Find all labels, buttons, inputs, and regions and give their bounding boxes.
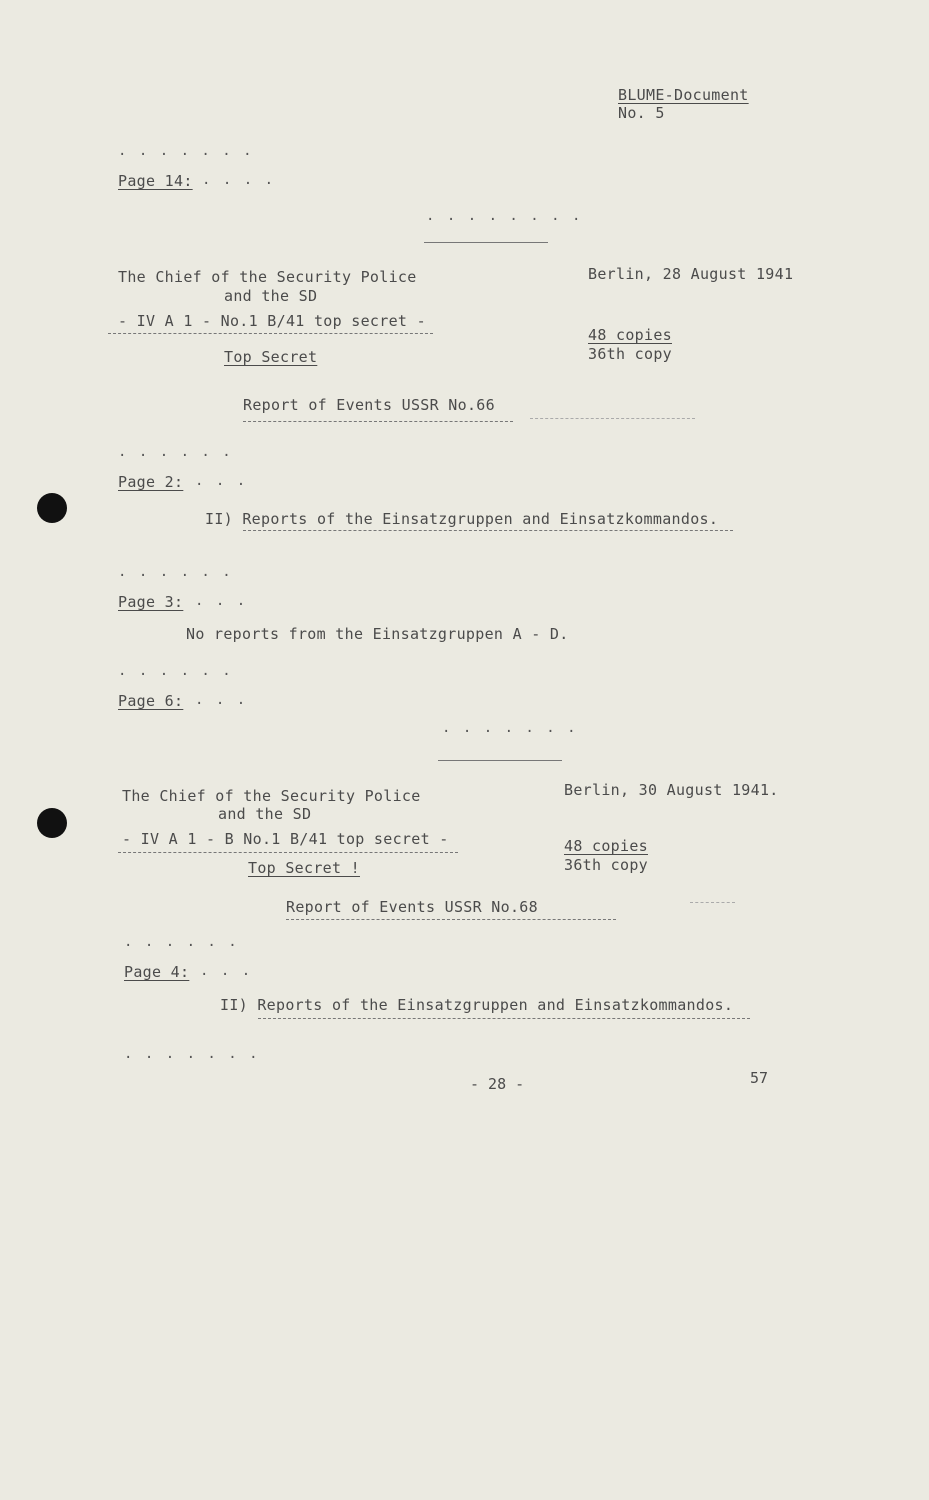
omission-dots: . . . . . . [118, 564, 233, 580]
sender-line-2: and the SD [224, 287, 318, 305]
copies-count: 48 copies [588, 326, 672, 344]
place-date: Berlin, 30 August 1941. [564, 781, 779, 799]
omission-dots: . . . [195, 692, 248, 708]
report-title-rule-faint [690, 902, 735, 903]
document-number: No. 5 [618, 104, 665, 122]
report-title: Report of Events USSR No.68 [286, 898, 538, 916]
page-number-center: - 28 - [470, 1075, 525, 1093]
sender-line-2: and the SD [218, 805, 312, 823]
omission-dots: . . . [195, 593, 248, 609]
report-text: No reports from the Einsatzgruppen A - D. [186, 625, 569, 643]
omission-dots: . . . . [202, 172, 276, 188]
reference-number: - IV A 1 - No.1 B/41 top secret - [118, 312, 426, 330]
omission-dots-center: . . . . . . . . [426, 208, 583, 224]
omission-dots: . . . . . . [118, 663, 233, 679]
copy-number: 36th copy [588, 345, 672, 363]
reference-number: - IV A 1 - B No.1 B/41 top secret - [122, 830, 449, 848]
sender-line-1: The Chief of the Security Police [118, 268, 417, 286]
report-title: Report of Events USSR No.66 [243, 396, 495, 414]
section-heading-rule [258, 1018, 750, 1019]
section-heading: II) Reports of the Einsatzgruppen and Einsatzkommandos. [220, 996, 734, 1014]
page-reference: Page 6: [118, 692, 184, 710]
omission-dots: . . . . . . [124, 934, 239, 950]
section-heading-rule [243, 530, 733, 531]
place-date: Berlin, 28 August 1941 [588, 265, 794, 283]
page-number-right: 57 [750, 1069, 769, 1087]
report-title-rule [243, 421, 513, 422]
punch-hole-top [37, 493, 67, 523]
page-reference: Page 14: [118, 172, 193, 190]
copies-count: 48 copies [564, 837, 648, 855]
punch-hole-bottom [37, 808, 67, 838]
report-title-rule [286, 919, 616, 920]
classification: Top Secret [224, 348, 318, 366]
omission-dots: . . . . . . . [124, 1046, 260, 1062]
omission-dots: . . . [195, 473, 248, 489]
omission-dots-center: . . . . . . . [442, 720, 578, 736]
separator-rule [424, 242, 548, 243]
omission-dots: . . . . . . [118, 444, 233, 460]
section-heading: II) Reports of the Einsatzgruppen and Einsatzkommandos. [205, 510, 719, 528]
separator-rule [438, 760, 562, 761]
omission-dots: . . . . . . . [118, 143, 254, 159]
page-reference: Page 4: [124, 963, 190, 981]
report-title-rule-faint [530, 418, 695, 419]
reference-rule [108, 333, 433, 334]
document-label: BLUME-Document [618, 86, 749, 104]
copy-number: 36th copy [564, 856, 648, 874]
page-reference: Page 3: [118, 593, 184, 611]
page-reference: Page 2: [118, 473, 184, 491]
omission-dots: . . . [200, 963, 253, 979]
classification: Top Secret ! [248, 859, 360, 877]
reference-rule [118, 852, 458, 853]
sender-line-1: The Chief of the Security Police [122, 787, 421, 805]
